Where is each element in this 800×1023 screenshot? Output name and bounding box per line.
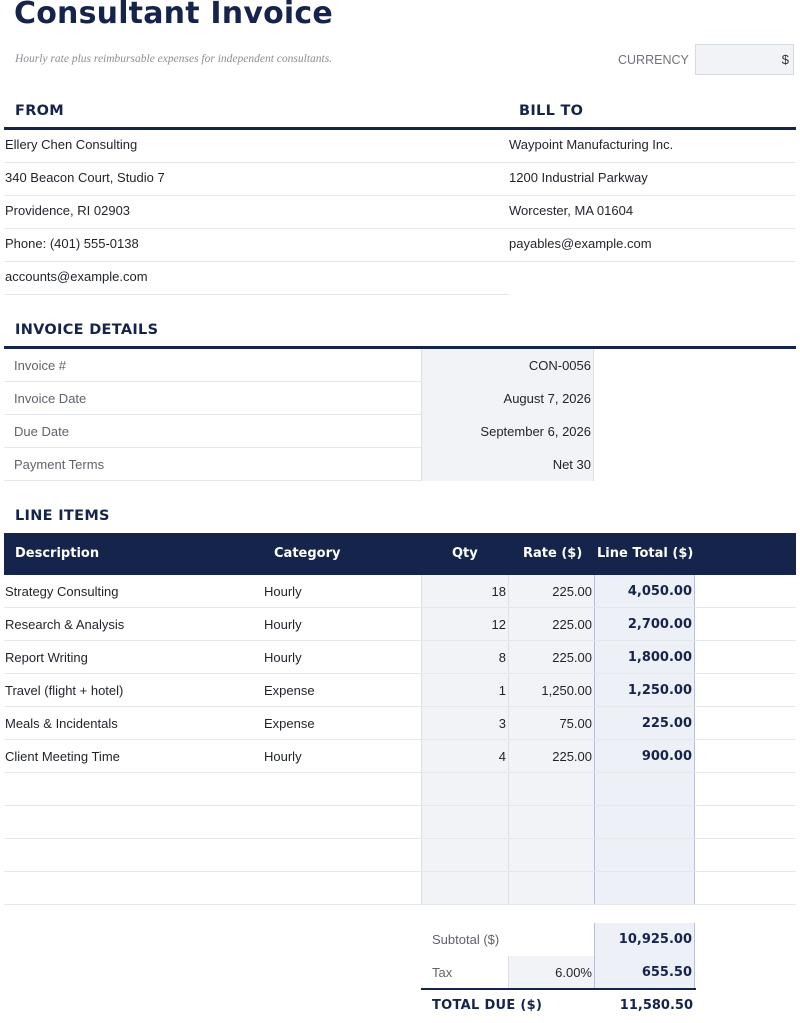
item-category[interactable]: Hourly xyxy=(264,749,302,764)
detail-label: Payment Terms xyxy=(14,457,105,472)
item-description[interactable]: Research & Analysis xyxy=(5,617,125,632)
item-rate[interactable] xyxy=(508,806,594,838)
tax-row xyxy=(421,956,696,989)
payment-terms-field[interactable]: Net 30 xyxy=(421,448,594,481)
bill-to-heading: BILL TO xyxy=(519,103,584,119)
currency-label: CURRENCY xyxy=(618,53,689,67)
table-row xyxy=(4,674,796,707)
bill-to-address-block xyxy=(509,130,796,262)
item-category[interactable]: Hourly xyxy=(264,584,302,599)
table-row-empty xyxy=(4,872,796,905)
from-address-block xyxy=(4,130,509,295)
item-line-total xyxy=(594,839,695,871)
page-subtitle: Hourly rate plus reimbursable expenses for independent consultants. xyxy=(15,53,333,65)
item-line-total: 1,250.00 xyxy=(594,674,695,706)
table-row xyxy=(4,641,796,674)
column-header-line-total: Line Total ($) xyxy=(597,546,694,561)
item-qty[interactable] xyxy=(421,872,508,904)
detail-label: Due Date xyxy=(14,424,69,439)
item-category[interactable]: Expense xyxy=(264,683,315,698)
invoice-details-heading: INVOICE DETAILS xyxy=(15,322,159,338)
detail-row-due-date xyxy=(4,415,594,448)
from-line[interactable]: Phone: (401) 555-0138 xyxy=(4,229,509,262)
subtotal-label: Subtotal ($) xyxy=(432,932,500,947)
item-rate[interactable]: 1,250.00 xyxy=(508,674,594,706)
item-rate[interactable] xyxy=(508,872,594,904)
bill-to-line[interactable]: Worcester, MA 01604 xyxy=(509,196,796,229)
item-description[interactable]: Report Writing xyxy=(5,650,88,665)
item-qty[interactable]: 1 xyxy=(421,674,508,706)
from-line[interactable]: Providence, RI 02903 xyxy=(4,196,509,229)
item-line-total xyxy=(594,806,695,838)
table-row xyxy=(4,707,796,740)
column-header-rate: Rate ($) xyxy=(523,546,583,561)
bill-to-line[interactable]: 1200 Industrial Parkway xyxy=(509,163,796,196)
column-header-description: Description xyxy=(15,546,100,561)
column-header-qty: Qty xyxy=(452,546,478,561)
from-line[interactable]: accounts@example.com xyxy=(4,262,509,295)
item-qty[interactable]: 8 xyxy=(421,641,508,673)
item-category[interactable]: Hourly xyxy=(264,650,302,665)
page-title: Consultant Invoice xyxy=(14,0,333,31)
item-line-total: 2,700.00 xyxy=(594,608,695,640)
item-line-total: 4,050.00 xyxy=(594,575,695,607)
subtotal-value: 10,925.00 xyxy=(594,923,695,956)
invoice-details-table xyxy=(4,349,594,481)
item-rate[interactable]: 225.00 xyxy=(508,608,594,640)
item-description[interactable]: Meals & Incidentals xyxy=(5,716,118,731)
item-description[interactable]: Travel (flight + hotel) xyxy=(5,683,124,698)
detail-label: Invoice # xyxy=(14,358,67,373)
bill-to-line[interactable]: Waypoint Manufacturing Inc. xyxy=(509,130,796,163)
item-line-total xyxy=(594,872,695,904)
detail-label: Invoice Date xyxy=(14,391,87,406)
due-date-field[interactable]: September 6, 2026 xyxy=(421,415,594,448)
item-rate[interactable]: 225.00 xyxy=(508,740,594,772)
total-due-label: TOTAL DUE ($) xyxy=(432,998,543,1013)
subtotal-row xyxy=(421,923,696,956)
item-description[interactable]: Client Meeting Time xyxy=(5,749,120,764)
from-line[interactable]: 340 Beacon Court, Studio 7 xyxy=(4,163,509,196)
table-row-empty xyxy=(4,806,796,839)
table-row-empty xyxy=(4,773,796,806)
table-row xyxy=(4,608,796,641)
bill-to-line[interactable]: payables@example.com xyxy=(509,229,796,262)
from-line[interactable]: Ellery Chen Consulting xyxy=(4,130,509,163)
item-qty[interactable]: 3 xyxy=(421,707,508,739)
line-items-heading: LINE ITEMS xyxy=(15,508,110,524)
item-rate[interactable]: 225.00 xyxy=(508,575,594,607)
column-header-category: Category xyxy=(274,546,341,561)
item-qty[interactable] xyxy=(421,773,508,805)
item-qty[interactable]: 18 xyxy=(421,575,508,607)
table-row xyxy=(4,740,796,773)
line-items-header xyxy=(4,533,796,575)
tax-rate-input[interactable]: 6.00% xyxy=(508,956,594,989)
item-rate[interactable]: 75.00 xyxy=(508,707,594,739)
item-rate[interactable] xyxy=(508,773,594,805)
detail-row-invoice-number xyxy=(4,349,594,382)
table-row xyxy=(4,575,796,608)
item-line-total: 900.00 xyxy=(594,740,695,772)
item-rate[interactable] xyxy=(508,839,594,871)
tax-value: 655.50 xyxy=(594,956,695,989)
item-qty[interactable] xyxy=(421,806,508,838)
invoice-number-field[interactable]: CON-0056 xyxy=(421,349,594,382)
total-due-row xyxy=(421,989,696,1022)
item-qty[interactable] xyxy=(421,839,508,871)
item-line-total xyxy=(594,773,695,805)
item-qty[interactable]: 12 xyxy=(421,608,508,640)
total-due-value: 11,580.50 xyxy=(619,998,693,1013)
item-description[interactable]: Strategy Consulting xyxy=(5,584,119,599)
item-rate[interactable]: 225.00 xyxy=(508,641,594,673)
item-line-total: 225.00 xyxy=(594,707,695,739)
invoice-date-field[interactable]: August 7, 2026 xyxy=(421,382,594,415)
tax-label: Tax xyxy=(432,965,453,980)
currency-input[interactable]: $ xyxy=(695,44,794,75)
item-category[interactable]: Hourly xyxy=(264,617,302,632)
table-row-empty xyxy=(4,839,796,872)
from-heading: FROM xyxy=(15,103,65,119)
item-line-total: 1,800.00 xyxy=(594,641,695,673)
detail-row-invoice-date xyxy=(4,382,594,415)
item-qty[interactable]: 4 xyxy=(421,740,508,772)
detail-row-payment-terms xyxy=(4,448,594,481)
item-category[interactable]: Expense xyxy=(264,716,315,731)
